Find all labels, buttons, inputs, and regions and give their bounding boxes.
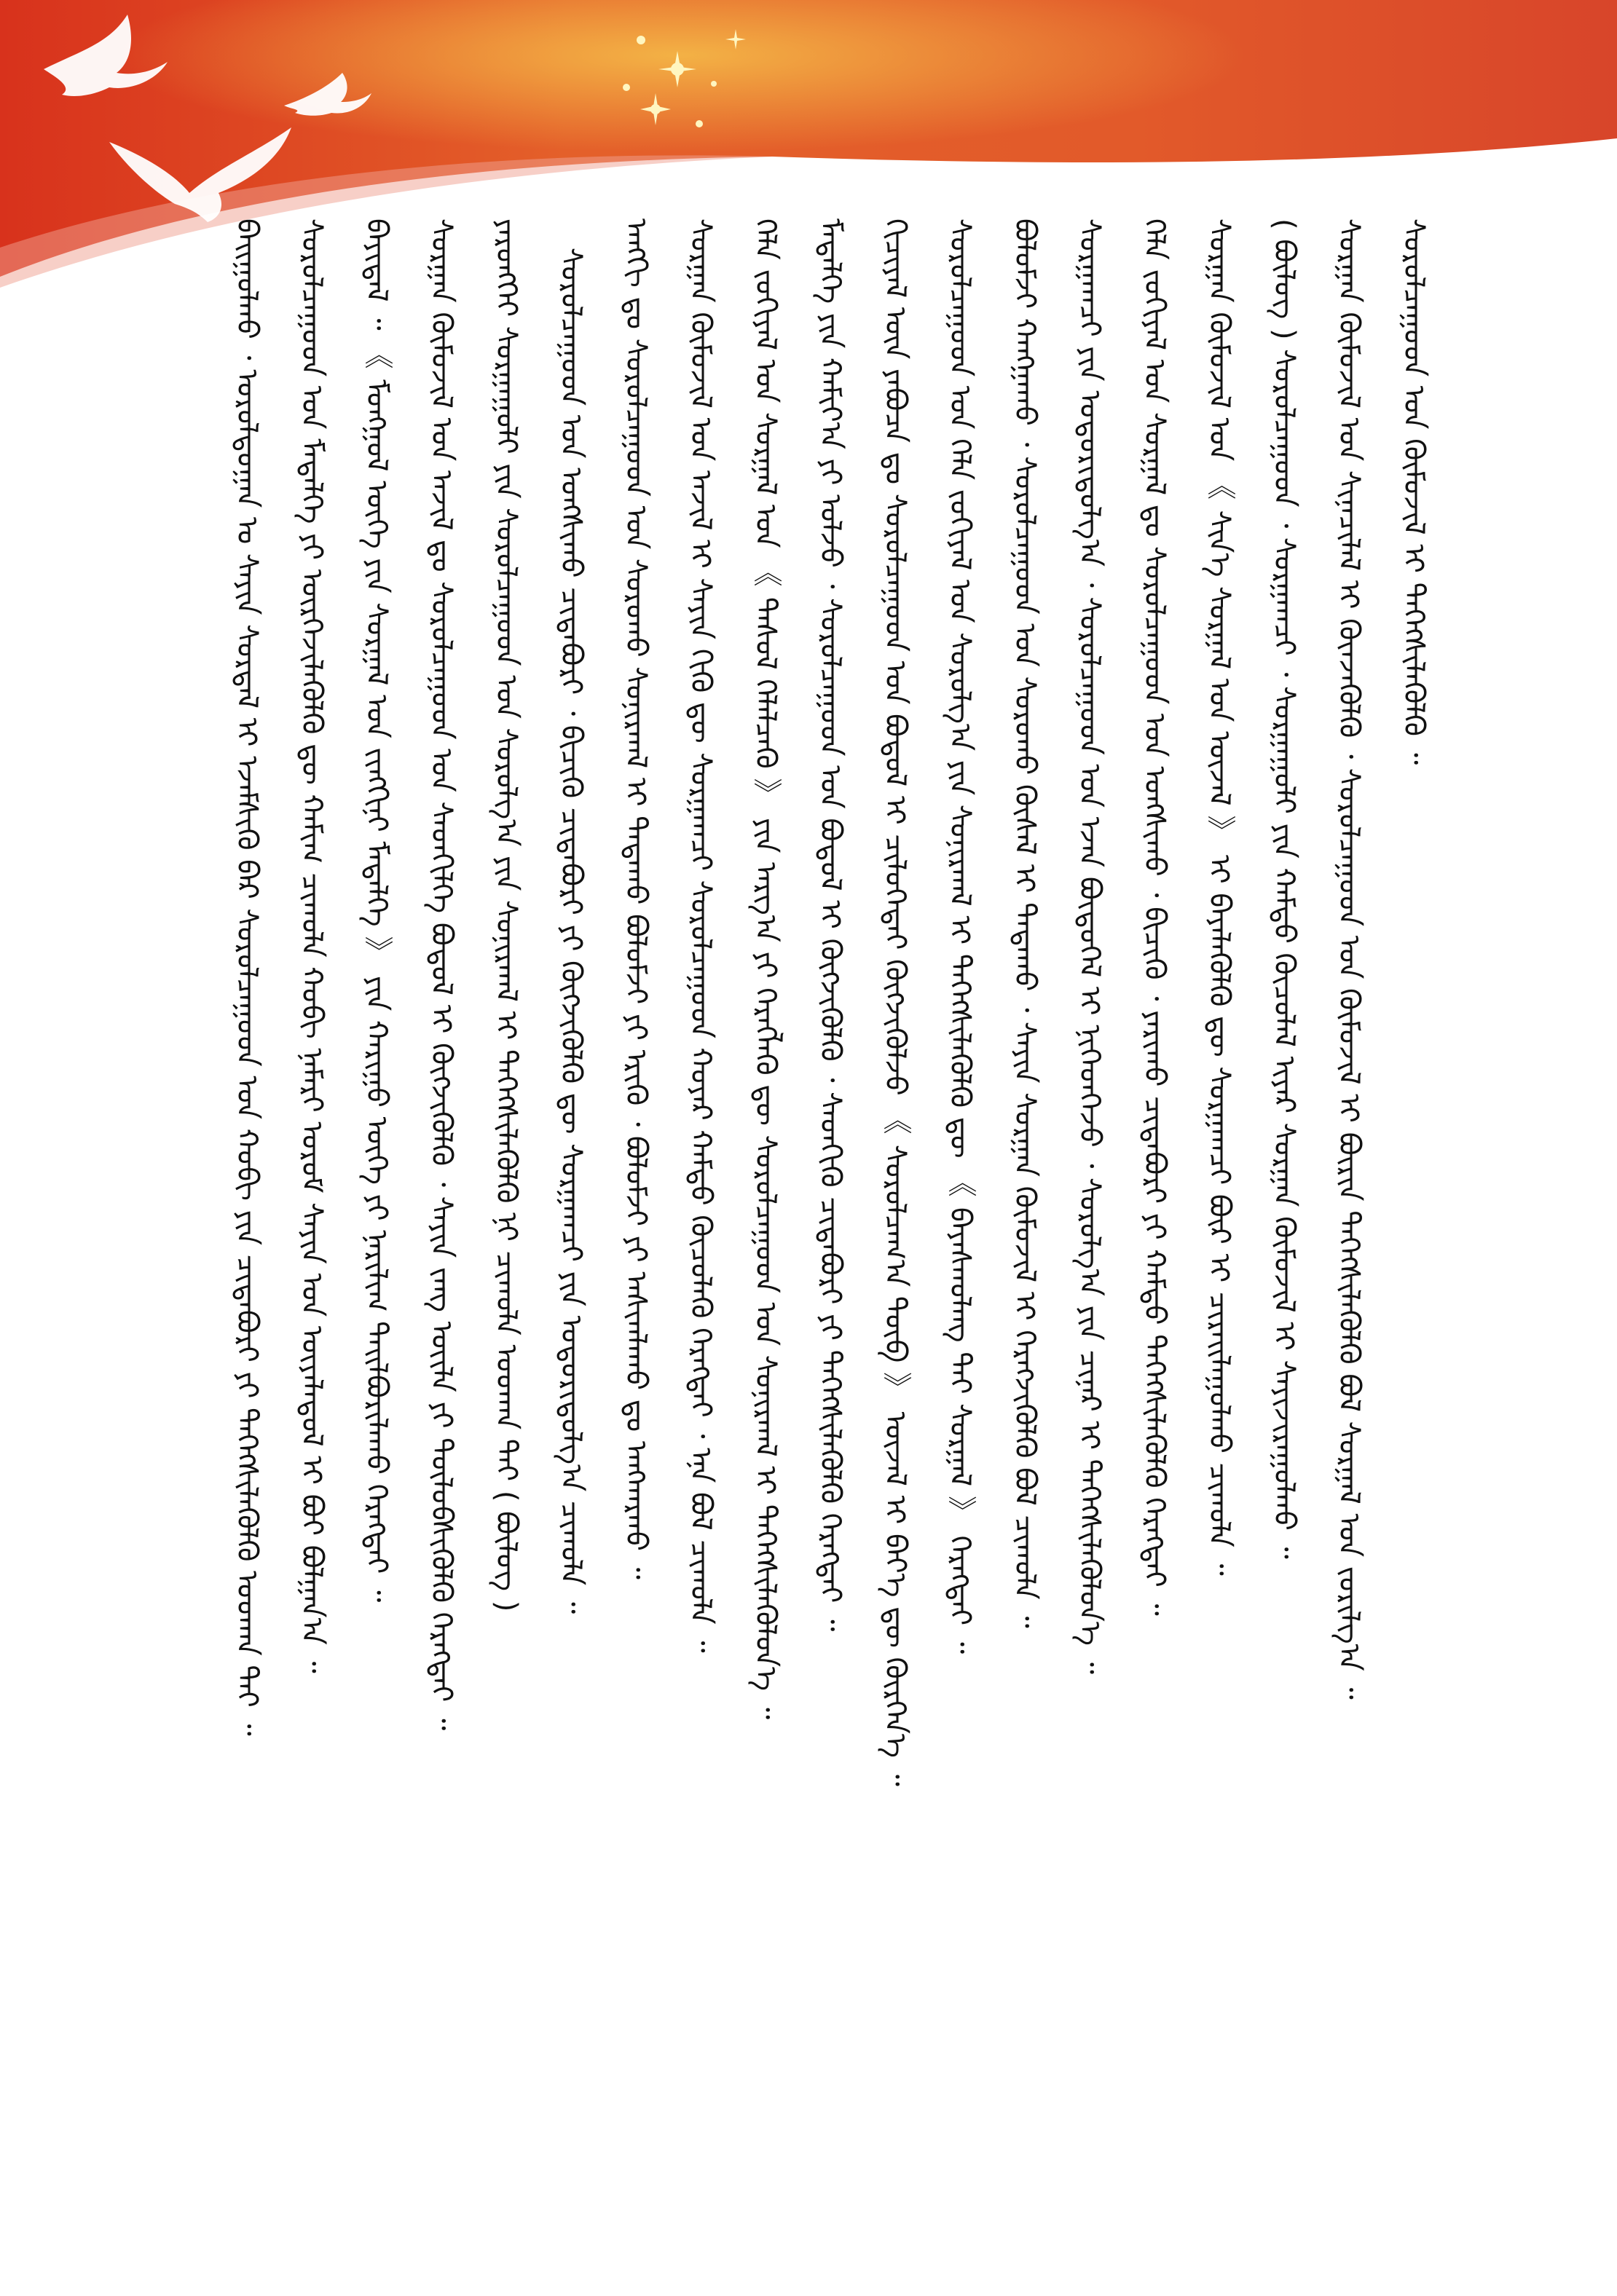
text-column: ᠠᠩᠭᠢ ᠳᠤ ᠰᠤᠷᠤᠯᠴᠠᠭᠤᠳ ᠤᠨ ᠰᠤᠷᠤᠬᠤ ᠰᠤᠨᠢᠷᠬᠠᠯ ᠢ ᠲᠠᠲᠠᠬᠤ ᠪᠣᠯᠤᠮᠵᠢ ᠶᠢ ᠡᠷᠢᠬᠦ ᠂ ᠪᠣᠯᠤᠮᠵᠢ ᠶᠢ ᠠᠰᠢᠭᠯᠠᠬᠤ ᠳᠤ ᠠᠩᠬᠠᠷᠬᠤ ᠃ <box>619 218 653 1579</box>
text-column: ᠰᠤᠷᠭᠠᠨ ᠬᠦᠮᠦᠵᠢᠯ ᠤᠨ ᠰᠢᠨᠡᠴᠢᠯᠡᠯ ᠢ ᠭᠦᠨᠵᠡᠭᠦᠯᠬᠦ ᠂ ᠰᠤᠷᠤᠯᠴᠠᠭᠤᠳ ᠤᠨ ᠬᠦᠮᠦᠵᠢᠯ ᠢ ᠪᠦᠷᠢᠨ ᠳᠡᠭᠡᠭᠰᠢᠯᠡᠭᠦᠯᠬᠦ ᠪᠣᠯ ᠰᠤᠷᠭᠠᠯ ᠤᠨ ᠵᠣᠷᠢᠯᠭ᠎ᠠ ᠃ <box>1332 218 1366 1700</box>
text-column: ᠬᠡᠯᠡ ᠵᠤᠬᠢᠶᠠᠯ ᠤᠨ ᠰᠤᠷᠭᠠᠯ ᠤᠨ 《 ᠲᠡᠰᠦᠯ ᠬᠡᠯᠡᠯᠴᠡᠬᠦ 》 ᠶᠢᠨ ᠠᠷᠭ᠎ᠠ ᠶᠢ ᠬᠡᠷᠡᠭᠯᠡᠬᠦ ᠳᠦ ᠰᠤᠷᠤᠯᠴᠠᠭᠤᠳ ᠤᠨ ᠰᠤᠨᠢᠷᠬᠠᠯ ᠢ ᠳᠡᠭᠡᠭᠰᠢᠯᠡᠭᠦᠯᠦᠨ᠎ᠡ ᠃ <box>749 218 782 1720</box>
text-column: ᠰᠤᠷᠤᠯᠴᠠᠭᠤᠳ ᠤᠨ ᠮᠡᠳᠡᠯᠭᠡ ᠶᠢ ᠦᠷᠭᠡᠵᠢᠯᠡᠭᠦᠯᠬᠦ ᠳᠦ ᠬᠠᠮᠢᠭ ᠴᠢᠬᠤᠯᠠ ᠬᠤᠪᠢ ᠨᠡᠮᠡᠷᠢ ᠤᠷᠤᠮ ᠰᠠᠶᠢᠨ ᠤᠨ ᠦᠶᠡᠯᠡᠳᠦᠯ ᠢ ᠪᠤᠢ ᠪᠤᠯᠭᠠᠨ᠎ᠠ ᠃ <box>295 218 328 1673</box>
text-column: ᠰᠤᠷᠤᠯᠴᠠᠭᠤᠳ ᠤᠨ ᠬᠡᠯᠡ ᠵᠤᠬᠢᠶᠠᠯ ᠤᠨ ᠰᠤᠷᠤᠯᠭ᠎ᠠ ᠶᠢᠨ ᠰᠤᠨᠢᠷᠬᠠᠯ ᠢ ᠳᠡᠭᠡᠭᠰᠢᠯᠡᠭᠦᠯᠬᠦ ᠳᠦ 《 ᠪᠠᠶᠠᠰᠬᠤᠯᠠᠩ ᠲᠠᠢ ᠰᠤᠷᠭᠠᠯ 》 ᠬᠡᠷᠡᠭᠲᠡᠢ ᠃ <box>943 218 977 1654</box>
text-column: ᠰᠤᠷᠭᠠᠨ ᠬᠦᠮᠦᠵᠢᠯ ᠤᠨ ᠠᠵᠢᠯ ᠢ ᠰᠠᠶᠢᠨ ᠬᠢᠬᠦ ᠳᠦ ᠰᠤᠷᠭᠠᠭᠴᠢ ᠰᠤᠷᠤᠯᠴᠠᠭᠤᠳ ᠬᠣᠶᠠᠷ ᠬᠠᠮᠲᠤ ᠬᠦᠴᠦᠯᠡᠬᠦ ᠬᠡᠷᠡᠭᠲᠡᠢ ᠂ ᠡᠨᠡ ᠪᠣᠯ ᠴᠢᠬᠤᠯᠠ ᠃ <box>684 218 717 1653</box>
vertical-text-body <box>219 218 1442 2170</box>
text-column: ᠬᠡᠯᠡ ᠵᠤᠬᠢᠶᠠᠯ ᠤᠨ ᠰᠤᠷᠭᠠᠯ ᠳᠤ ᠰᠤᠷᠤᠯᠴᠠᠭᠤᠳ ᠤᠨ ᠤᠩᠰᠢᠬᠤ ᠂ ᠪᠢᠴᠢᠬᠦ ᠂ ᠶᠠᠷᠢᠬᠤ ᠴᠢᠳᠠᠪᠤᠷᠢ ᠶᠢ ᠬᠠᠮᠲᠤ ᠳᠡᠭᠡᠭᠰᠢᠯᠡᠭᠦᠯᠬᠦ ᠬᠡᠷᠡᠭᠲᠡᠢ ᠃ <box>1138 218 1171 1616</box>
text-column: ᠪᠠᠢᠭᠤᠯᠬᠤ ᠂ ᠤᠷᠤᠯᠳᠤᠭᠠᠨ ᠤ ᠰᠠᠶᠢᠨ ᠰᠤᠷᠲᠠᠯ ᠢ ᠡᠵᠡᠮᠰᠢᠬᠦ ᠪᠡᠷ ᠰᠤᠷᠤᠯᠴᠠᠭᠤᠳ ᠤᠨ ᠬᠤᠪᠢ ᠶᠢᠨ ᠴᠢᠳᠠᠪᠤᠷᠢ ᠶᠢ ᠳᠡᠭᠡᠭᠰᠢᠯᠡᠭᠦᠯᠬᠦ ᠤᠳᠬᠠ ᠲᠠᠢ ᠃ <box>230 218 264 1736</box>
text-column: ᠰᠤᠷᠭᠠᠨ ᠬᠦᠮᠦᠵᠢᠯ ᠤᠨ 《 ᠰᠢᠨ᠎ᠡ ᠰᠤᠷᠭᠠᠯ ᠤᠨ ᠦᠵᠡᠯ 》 ᠢ ᠪᠡᠶᠡᠯᠡᠭᠦᠯᠬᠦ ᠳᠦ ᠰᠤᠷᠭᠠᠭᠴᠢ ᠪᠦᠷ ᠢ ᠴᠢᠷᠠᠢᠯᠠᠭᠤᠯᠬᠤ ᠴᠢᠬᠤᠯᠠ ᠃ <box>1203 218 1236 1576</box>
text-column: ᠪᠠᠶᠢᠳᠠᠯ ᠃ 《 ᠮᠣᠩᠭᠣᠯ ᠦᠭᠡ ᠶᠢᠨ ᠰᠤᠷᠭᠠᠯ ᠤᠨ ᠵᠢᠩᠬᠢᠨᠢ ᠮᠡᠳᠡᠯᠭᠡ 》 ᠶᠢᠨ ᠬᠠᠷᠢᠭᠤ ᠦᠭᠡ ᠶᠢ ᠨᠠᠷᠢᠯᠢᠭ ᠲᠠᠢᠯᠪᠤᠷᠢᠯᠠᠬᠤ ᠬᠡᠷᠡᠭᠲᠡᠢ ᠃ <box>360 218 393 1603</box>
text-column: ᠬᠢᠴᠢᠶᠡᠯ ᠦᠨ ᠶᠠᠪᠤᠴᠠ ᠳᠤ ᠰᠤᠷᠤᠯᠴᠠᠭᠤᠳ ᠤᠨ ᠪᠤᠳᠤᠯ ᠢ ᠴᠢᠯᠦᠭᠡᠲᠡᠢ ᠬᠦᠭᠵᠢᠭᠦᠯᠵᠦ 《 ᠰᠤᠷᠤᠯᠴᠠᠭ᠎ᠠ ᠲᠥᠪ 》 ᠦᠵᠡᠯ ᠢ ᠪᠡᠶ᠎ᠡ ᠳᠦ ᠬᠦᠷᠭᠡᠨ᠎ᠡ ᠃ <box>878 218 912 1787</box>
text-column: ᠶᠡᠷᠦᠩᠬᠡᠢ ᠰᠤᠷᠭᠠᠭᠤᠯᠢ ᠶᠢᠨ ᠰᠤᠷᠤᠯᠴᠠᠭᠤᠳ ᠤᠨ ᠰᠤᠷᠤᠯᠭ᠎ᠠ ᠶᠢᠨ ᠰᠤᠨᠢᠷᠬᠠᠯ ᠢ ᠳᠡᠭᠡᠭᠰᠢᠯᠡᠭᠦᠯᠬᠦ ᠨᠢ ᠴᠢᠬᠤᠯᠠ ᠤᠳᠬᠠ ᠲᠠᠢ ( ᠪᠦᠯᠦᠭ ) <box>489 218 523 1612</box>
text-column: ᠮᠡᠳᠡᠯᠭᠡ ᠶᠢᠨ ᠬᠠᠮᠢᠶ᠎ᠠ ᠶᠢ ᠣᠯᠵᠤ ᠂ ᠰᠤᠷᠤᠯᠴᠠᠭᠤᠳ ᠤᠨ ᠪᠣᠳᠤᠯ ᠢ ᠬᠦᠭᠵᠢᠭᠦᠯᠬᠦ ᠂ ᠰᠡᠳᠬᠢᠬᠦ ᠴᠢᠳᠠᠪᠤᠷᠢ ᠶᠢ ᠳᠡᠭᠡᠭᠰᠢᠯᠡᠭᠦᠯᠬᠦ ᠬᠡᠷᠡᠭᠲᠡᠢ ᠃ <box>814 218 847 1632</box>
text-column: ᠰᠤᠷᠤᠯᠴᠠᠭᠤᠳ ᠤᠨ ᠬᠦᠮᠦᠵᠢᠯ ᠢ ᠳᠡᠭᠡᠭᠰᠢᠯᠡᠭᠦᠯᠬᠦ ᠃ <box>1397 218 1431 765</box>
text-column: ᠰᠤᠷᠤᠯᠴᠠᠭᠤᠳ ᠤᠨ ᠤᠩᠰᠢᠬᠤ ᠴᠢᠳᠠᠪᠤᠷᠢ ᠂ ᠪᠢᠴᠢᠬᠦ ᠴᠢᠳᠠᠪᠤᠷᠢ ᠶᠢ ᠬᠦᠭᠵᠢᠭᠦᠯᠬᠦ ᠳᠦ ᠰᠤᠷᠭᠠᠭᠴᠢ ᠶᠢᠨ ᠤᠳᠤᠷᠢᠳᠤᠯᠭ᠎ᠠ ᠴᠢᠬᠤᠯᠠ ᠃ <box>554 248 588 1614</box>
text-column: ( ᠪᠦᠯᠦᠭ ) ᠰᠤᠷᠤᠯᠴᠠᠭᠤᠳ ᠂ ᠰᠤᠷᠭᠠᠭᠴᠢ ᠂ ᠰᠤᠷᠭᠠᠭᠤᠯᠢ ᠶᠢᠨ ᠬᠠᠮᠲᠤ ᠬᠦᠴᠦᠯᠡᠯ ᠢᠶᠡᠷ ᠰᠤᠷᠭᠠᠨ ᠬᠦᠮᠦᠵᠢᠯ ᠢ ᠰᠠᠶᠢᠵᠢᠷᠠᠭᠤᠯᠬᠤ ᠃ <box>1267 218 1301 1559</box>
text-column: ᠰᠤᠷᠭᠠᠭᠴᠢ ᠶᠢᠨ ᠤᠳᠤᠷᠢᠳᠤᠯᠭ᠎ᠠ ᠂ ᠰᠤᠷᠤᠯᠴᠠᠭᠤᠳ ᠤᠨ ᠡᠵᠡᠨ ᠪᠦᠲᠦᠭᠡᠯ ᠢ ᠨᠢᠭᠡᠳᠬᠡᠵᠦ ᠂ ᠰᠤᠷᠤᠯᠭ᠎ᠠ ᠶᠢᠨ ᠴᠢᠨᠠᠷ ᠢ ᠳᠡᠭᠡᠭᠰᠢᠯᠡᠭᠦᠯᠦᠨ᠎ᠡ ᠃ <box>1073 218 1106 1675</box>
text-column: ᠰᠤᠷᠭᠠᠨ ᠬᠦᠮᠦᠵᠢᠯ ᠤᠨ ᠠᠵᠢᠯ ᠳᠤ ᠰᠤᠷᠤᠯᠴᠠᠭᠤᠳ ᠤᠨ ᠰᠡᠳᠬᠢᠯᠭᠡ ᠪᠤᠳᠤᠯ ᠢ ᠬᠦᠭᠵᠢᠭᠦᠯᠬᠦ ᠂ ᠰᠠᠶᠢᠨ ᠵᠠᠩ ᠦᠢᠯᠡ ᠶᠢ ᠲᠦᠯᠦᠪᠰᠢᠭᠦᠯᠬᠦ ᠬᠡᠷᠡᠭᠲᠡᠢ ᠃ <box>425 218 458 1731</box>
text-column: ᠪᠣᠯᠤᠮᠵᠢ ᠬᠠᠩᠭᠠᠬᠤ ᠂ ᠰᠤᠷᠤᠯᠴᠠᠭᠤᠳ ᠤᠨ ᠰᠤᠷᠤᠬᠤ ᠬᠦᠰᠡᠯ ᠢ ᠲᠠᠲᠠᠬᠤ ᠂ ᠰᠠᠶᠢᠨ ᠰᠤᠷᠭᠠᠨ ᠬᠦᠮᠦᠵᠢᠯ ᠢ ᠬᠡᠷᠡᠭᠵᠢᠭᠦᠯᠬᠦ ᠪᠣᠯ ᠴᠢᠬᠤᠯᠠ ᠃ <box>1008 218 1042 1628</box>
